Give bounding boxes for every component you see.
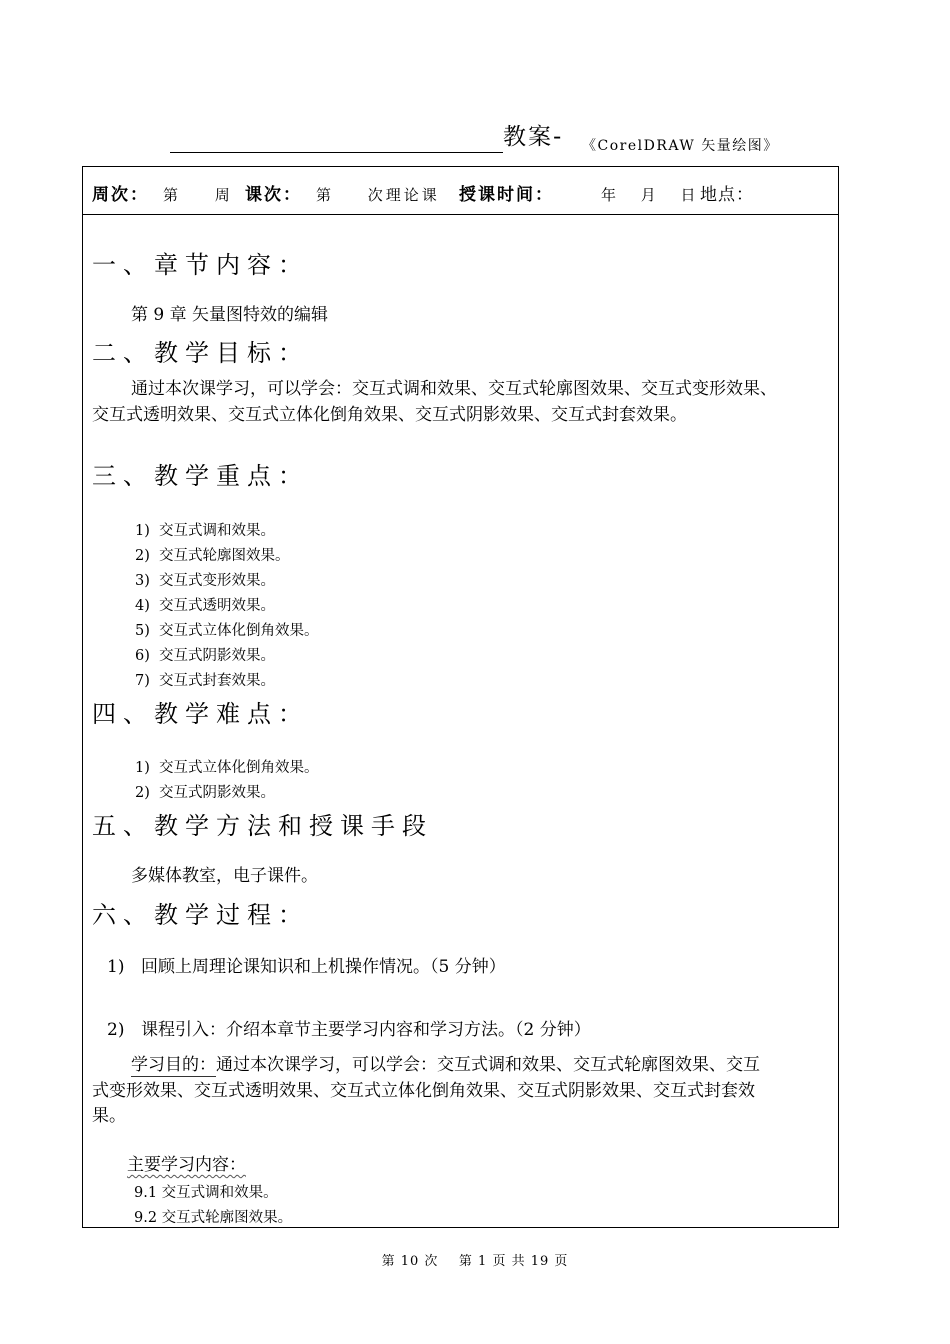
header-underline	[170, 152, 503, 153]
key-point-item: 6) 交互式阴影效果。	[135, 648, 275, 664]
learning-goal-label: 学习目的：	[131, 1055, 216, 1075]
method-content: 多媒体教室，电子课件。	[131, 866, 318, 886]
time-label: 授课时间：	[459, 185, 554, 205]
section-heading-5: 五、教学方法和授课手段	[92, 812, 433, 840]
process-step-1: 1) 回顾上周理论课知识和上机操作情况。（5 分钟）	[107, 957, 506, 977]
main-content-item: 9.2 交互式轮廓图效果。	[134, 1210, 293, 1226]
place-label: 地点：	[700, 185, 754, 205]
process-step-2: 2) 课程引入：介绍本章节主要学习内容和学习方法。（2 分钟）	[107, 1020, 591, 1040]
lesson-value: 第 次理论课	[316, 186, 440, 204]
week-label: 周次：	[92, 185, 149, 205]
difficulty-item: 1) 交互式立体化倒角效果。	[135, 760, 319, 776]
header-title: 教案-	[503, 124, 564, 150]
info-row-divider	[82, 214, 839, 215]
key-point-item: 1) 交互式调和效果。	[135, 523, 275, 539]
key-point-item: 3) 交互式变形效果。	[135, 573, 275, 589]
main-content-label: 主要学习内容：	[127, 1155, 246, 1175]
section-heading-2: 二、教学目标：	[92, 339, 309, 367]
key-point-item: 5) 交互式立体化倒角效果。	[135, 623, 319, 639]
chapter-content: 第 9 章 矢量图特效的编辑	[131, 305, 329, 325]
section-heading-3: 三、教学重点：	[92, 462, 309, 490]
learning-goal-line-3: 果。	[92, 1106, 126, 1126]
page-footer: 第 10 次 第 1 页 共 19 页	[381, 1254, 569, 1269]
section-heading-6: 六、教学过程：	[92, 901, 309, 929]
lesson-label: 课次：	[245, 185, 302, 205]
section-heading-1: 一、章节内容：	[92, 251, 309, 279]
main-content-item: 9.1 交互式调和效果。	[134, 1185, 278, 1201]
key-point-item: 7) 交互式封套效果。	[135, 673, 275, 689]
objective-line-1: 通过本次课学习，可以学会：交互式调和效果、交互式轮廓图效果、交互式变形效果、	[131, 379, 777, 399]
week-value: 第 周	[163, 186, 233, 204]
learning-goal-line-2: 式变形效果、交互式透明效果、交互式立体化倒角效果、交互式阴影效果、交互式封套效	[92, 1081, 755, 1101]
section-heading-4: 四、教学难点：	[92, 700, 309, 728]
header-subtitle: 《CorelDRAW 矢量绘图》	[582, 138, 779, 154]
key-point-item: 2) 交互式轮廓图效果。	[135, 548, 290, 564]
objective-line-2: 交互式透明效果、交互式立体化倒角效果、交互式阴影效果、交互式封套效果。	[92, 405, 687, 425]
time-value: 年 月 日	[601, 186, 699, 204]
key-point-item: 4) 交互式透明效果。	[135, 598, 275, 614]
difficulty-item: 2) 交互式阴影效果。	[135, 785, 275, 801]
learning-goal-line-1: 学习目的：通过本次课学习，可以学会：交互式调和效果、交互式轮廓图效果、交互	[131, 1055, 760, 1075]
